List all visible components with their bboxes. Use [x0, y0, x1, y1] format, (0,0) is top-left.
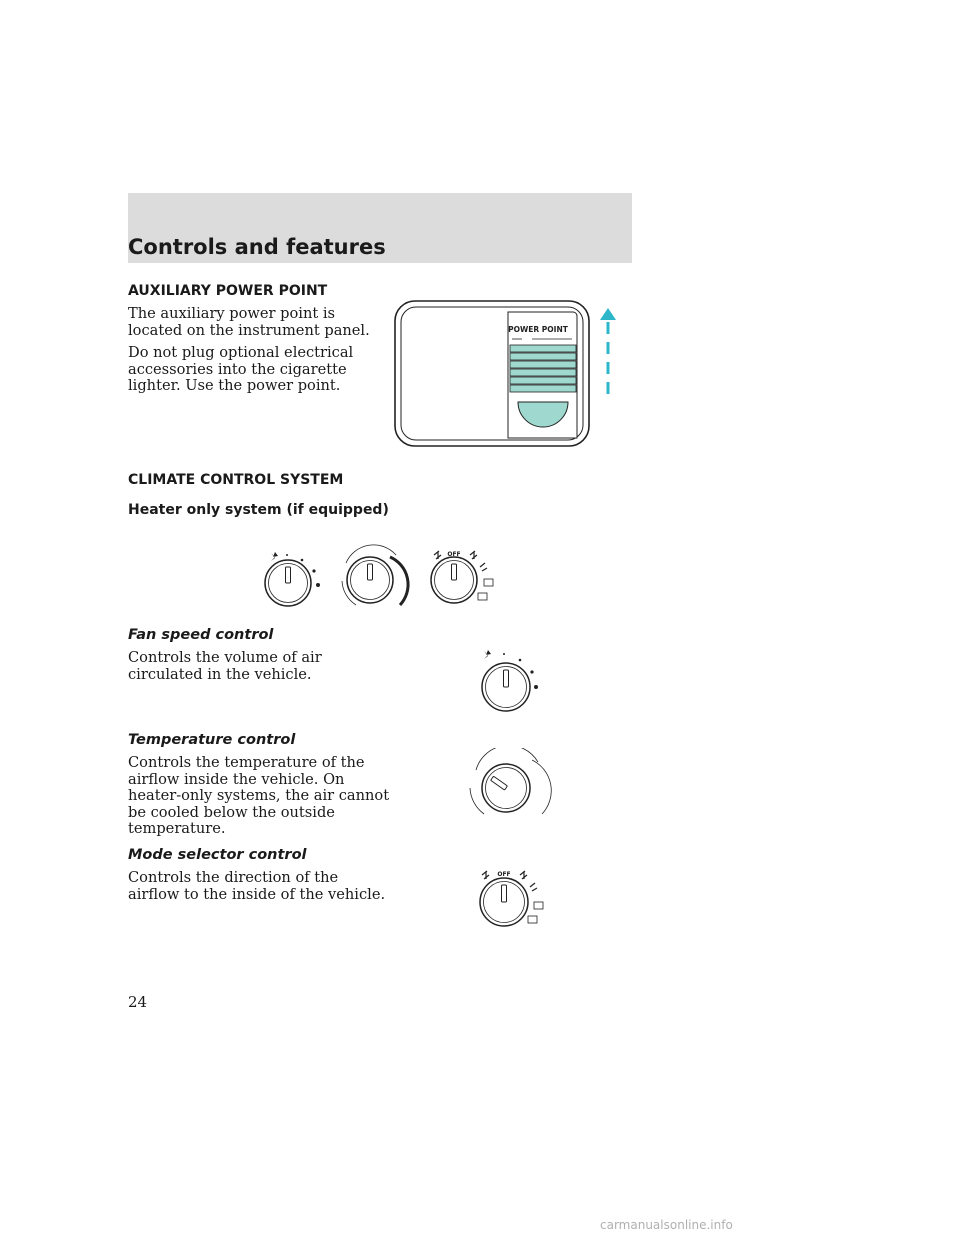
temperature-knob-icon — [342, 545, 408, 605]
climate-subheading: Heater only system (if equipped) — [128, 502, 389, 518]
fan-knob-icon — [265, 552, 320, 606]
mode-selector-text: Controls the direction of the airflow to the inside of the vehicle. — [128, 869, 386, 903]
temperature-illustration — [462, 748, 552, 823]
arrow-up-icon — [600, 308, 616, 394]
fan-knob-icon — [482, 650, 538, 711]
section-title: Controls and features — [128, 235, 386, 259]
fan-speed-illustration — [474, 645, 544, 717]
page-number: 24 — [128, 993, 148, 1011]
mode-selector-illustration — [470, 860, 550, 930]
mode-knob-icon — [431, 551, 493, 603]
mode-off-label: OFF — [447, 551, 461, 558]
aux-power-para-2: Do not plug optional electrical accessories into the cigarette lighter. Use the power point. — [128, 344, 354, 394]
aux-power-para-1: The auxiliary power point is located on the instrument panel. — [128, 305, 370, 339]
section-header-band — [128, 193, 632, 263]
watermark-text: carmanualsonline.info — [600, 1218, 733, 1232]
fan-speed-text: Controls the volume of air circulated in the vehicle. — [128, 649, 322, 683]
aux-power-heading: AUXILIARY POWER POINT — [128, 283, 328, 299]
temperature-text: Controls the temperature of the airflow inside the vehicle. On heater-only systems, the air cannot be cooled below the outside temperature. — [128, 754, 390, 837]
temperature-heading: Temperature control — [128, 732, 296, 748]
mode-knob-icon — [480, 871, 543, 926]
power-point-label: POWER POINT — [508, 325, 568, 334]
power-point-illustration — [392, 298, 628, 448]
climate-heading: CLIMATE CONTROL SYSTEM — [128, 472, 344, 488]
mode-selector-off-label: OFF — [497, 871, 511, 878]
heater-controls-illustration — [258, 543, 508, 610]
temperature-knob-icon — [470, 748, 551, 814]
fan-speed-heading: Fan speed control — [128, 627, 274, 643]
mode-selector-heading: Mode selector control — [128, 847, 307, 863]
